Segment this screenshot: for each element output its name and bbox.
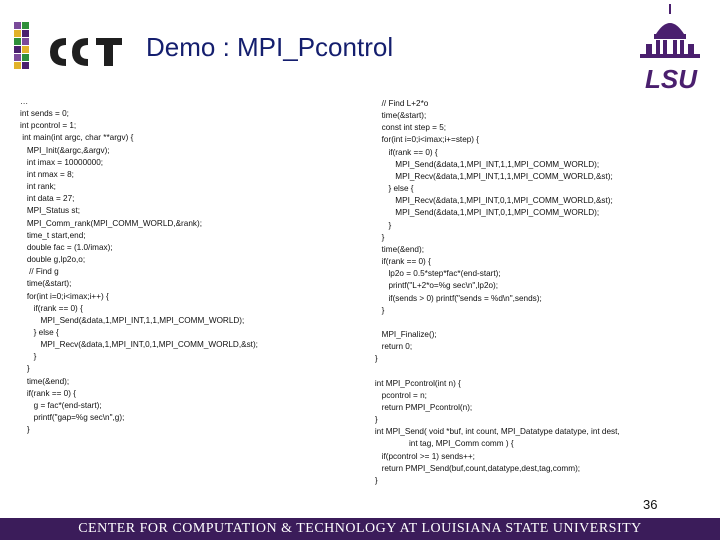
code-line: MPI_Status st; — [20, 206, 81, 216]
slide-title: Demo : MPI_Pcontrol — [146, 32, 394, 62]
code-line: } — [20, 425, 30, 435]
lsu-logo — [636, 4, 706, 94]
code-line: } else { — [368, 184, 414, 194]
code-line: } — [368, 475, 378, 485]
code-line: return PMPI_Pcontrol(n); — [368, 402, 473, 412]
code-line: int sends = 0; — [20, 109, 69, 119]
code-line: lp2o = 0.5*step*fac*(end-start); — [368, 269, 501, 279]
code-line: } else { — [20, 327, 59, 337]
code-line: printf("gap=%g sec\n",g); — [20, 413, 125, 423]
code-line: int data = 27; — [20, 194, 75, 204]
code-line: time(&start); — [368, 111, 427, 121]
code-line: const int step = 5; — [368, 123, 447, 133]
code-line: // Find L+2*o — [368, 99, 429, 108]
code-line: return PMPI_Send(buf,count,datatype,dest,tag,comm); — [368, 463, 581, 473]
code-line: MPI_Comm_rank(MPI_COMM_WORLD,&rank); — [20, 218, 202, 228]
code-line: time(&start); — [20, 279, 72, 289]
code-line: MPI_Recv(&data,1,MPI_INT,1,1,MPI_COMM_WORLD,&st); — [368, 171, 613, 181]
code-line: int pcontrol = 1; — [20, 121, 77, 131]
code-line: int main(int argc, char **argv) { — [20, 133, 134, 143]
code-right-column — [368, 98, 620, 487]
code-line: if(rank == 0) { — [20, 388, 76, 398]
code-line: if(rank == 0) { — [368, 147, 438, 157]
code-left-column — [20, 96, 258, 436]
code-line: time(&end); — [20, 376, 70, 386]
cct-logo-graphic — [14, 22, 126, 74]
code-line: int tag, MPI_Comm comm ) { — [368, 439, 514, 449]
code-line: MPI_Send(&data,1,MPI_INT,1,1,MPI_COMM_WORLD); — [368, 159, 600, 169]
code-line: int imax = 10000000; — [20, 157, 104, 167]
footer-banner: CENTER FOR COMPUTATION & TECHNOLOGY AT LOUISIANA STATE UNIVERSITY — [0, 518, 720, 540]
page-number: 36 — [643, 497, 658, 512]
code-line: pcontrol = n; — [368, 390, 427, 400]
code-line: … — [20, 97, 29, 106]
code-line: for(int i=0;i<imax;i+=step) { — [368, 135, 480, 145]
code-line: if(rank == 0) { — [20, 303, 83, 313]
code-line: int MPI_Pcontrol(int n) { — [368, 378, 461, 388]
code-line: MPI_Recv(&data,1,MPI_INT,0,1,MPI_COMM_WORLD,&st); — [20, 340, 258, 350]
code-line: } — [368, 232, 385, 242]
code-line: MPI_Init(&argc,&argv); — [20, 145, 110, 155]
code-line: int rank; — [20, 182, 56, 192]
code-line: return 0; — [368, 342, 413, 352]
code-line: MPI_Finalize(); — [368, 329, 437, 339]
code-line: time_t start,end; — [20, 230, 86, 240]
code-line: } — [368, 354, 378, 364]
code-line: int nmax = 8; — [20, 169, 74, 179]
code-line: // Find g — [20, 267, 59, 277]
code-line: MPI_Send(&data,1,MPI_INT,1,1,MPI_COMM_WORLD); — [20, 315, 245, 325]
code-line: } — [368, 305, 385, 315]
code-line: time(&end); — [368, 244, 424, 254]
code-line: if(sends > 0) printf("sends = %d\n",sends); — [368, 293, 542, 303]
code-line: } — [368, 415, 378, 425]
lsu-logo-text: LSU — [645, 64, 697, 94]
code-line: MPI_Recv(&data,1,MPI_INT,0,1,MPI_COMM_WORLD,&st); — [368, 196, 613, 206]
code-line: double fac = (1.0/imax); — [20, 242, 113, 252]
code-line — [368, 365, 620, 377]
code-line: int MPI_Send( void *buf, int count, MPI_Datatype datatype, int dest, — [368, 427, 620, 437]
code-line: if(pcontrol >= 1) sends++; — [368, 451, 475, 461]
cct-logo — [14, 22, 126, 74]
code-line: } — [20, 364, 30, 374]
lsu-logo-graphic — [636, 4, 706, 94]
code-line: for(int i=0;i<imax;i++) { — [20, 291, 109, 301]
code-line: } — [368, 220, 392, 230]
code-line: MPI_Send(&data,1,MPI_INT,0,1,MPI_COMM_WORLD); — [368, 208, 600, 218]
code-line: printf("L+2*o=%g sec\n",lp2o); — [368, 281, 499, 291]
code-line: double g,lp2o,o; — [20, 255, 86, 265]
code-line: } — [20, 352, 37, 362]
code-line: g = fac*(end-start); — [20, 400, 102, 410]
code-line: if(rank == 0) { — [368, 257, 431, 267]
code-line — [368, 317, 620, 329]
